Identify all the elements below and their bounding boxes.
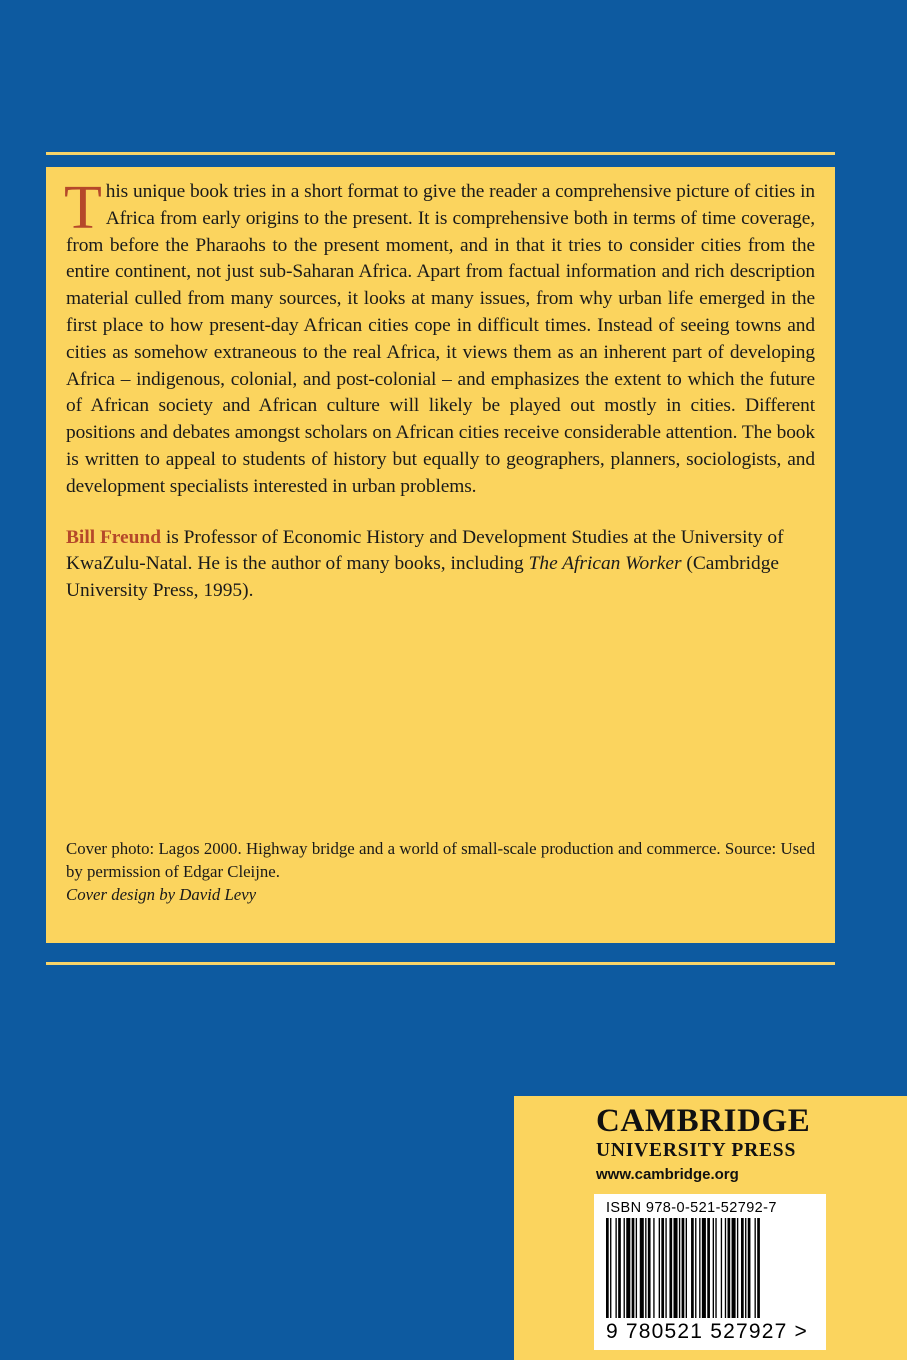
author-name: Bill Freund	[66, 526, 162, 548]
top-divider	[46, 152, 835, 155]
bio-text-end: (Cambridge University Press, 1995).	[66, 553, 780, 602]
bottom-divider	[46, 962, 835, 965]
cover-photo-credit: Cover photo: Lagos 2000. Highway bridge and a world of small-scale production and commerce. Source: Used by permission of Edgar Cleijne.	[66, 839, 815, 881]
barcode-digits: 9 780521 527927 >	[606, 1320, 808, 1343]
publisher-block	[514, 1096, 907, 1360]
publisher-url: www.cambridge.org	[596, 1166, 739, 1183]
book-blurb	[64, 174, 815, 501]
author-bio	[66, 525, 815, 605]
drop-cap: T	[64, 174, 102, 242]
barcode-icon	[604, 1218, 816, 1322]
blurb-text: his unique book tries in a short format to give the reader a comprehensive picture of cities in Africa from early origins to the present. It is comprehensive both in terms of time coverage, from before the Pharaohs to the present moment, and in that it tries to consider cities from the entire continent, not just sub-Saharan Africa. Apart from factual information and rich description material culled from many sources, it looks at many issues, from why urban life emerged in the first place to how present-day African cities cope in difficult times. Instead of seeing towns and cities as somehow extraneous to the real Africa, it views them as an inherent part of developing Africa – indigenous, colonial, and post-colonial – and emphasizes the extent to which the future of African society and African culture will likely be played out mostly in cities. Different positions and debates amongst scholars on African cities receive considerable attention. The book is written to appeal to students of history but equally to geographers, planners, sociologists, and development specialists interested in urban problems.	[66, 181, 815, 497]
publisher-press: UNIVERSITY PRESS	[596, 1140, 797, 1161]
cover-credits	[66, 837, 815, 906]
isbn-label: ISBN 978-0-521-52792-7	[606, 1200, 777, 1216]
bio-book-title: The African Worker	[528, 553, 682, 575]
back-cover-panel	[46, 167, 835, 943]
publisher-name: CAMBRIDGE	[596, 1103, 811, 1139]
bio-text: is Professor of Economic History and Development Studies at the University of KwaZulu-Natal. He is the author of many books, including	[66, 526, 784, 575]
barcode-panel	[594, 1194, 826, 1350]
cover-design-credit: Cover design by David Levy	[66, 885, 257, 904]
